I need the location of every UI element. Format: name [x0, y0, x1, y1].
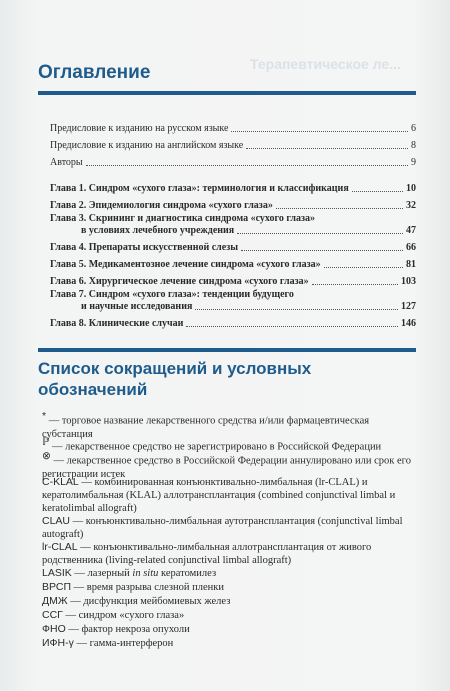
abbreviation-definition: — гамма-интерферон — [73, 638, 174, 649]
toc-chapter-label: Глава 5. Медикаментозное лечение синдрома «сухого глаза» — [50, 259, 321, 270]
abbreviation-definition: — конъюнктивально-лимбальная аллотрансплантация от живого родственника (living-related conjunctival limbal allograft) — [42, 542, 372, 566]
abbreviation-entry — [42, 623, 414, 636]
abbreviation-term: C-KLAL — [42, 476, 79, 488]
toc-entry-label: Авторы — [50, 157, 83, 168]
leader-dots — [241, 250, 403, 251]
toc-chapter-page: 32 — [406, 200, 416, 211]
abbreviation-definition: — лазерный — [71, 568, 133, 579]
toc-chapter-page: 127 — [401, 301, 416, 312]
abbreviation-term: ДМЖ — [42, 595, 68, 607]
abbreviation-term: ⊗ — [42, 450, 51, 462]
leader-dots — [324, 267, 403, 268]
toc-chapter-page: 81 — [406, 259, 416, 270]
abbreviation-definition: — лекарственное средство в Российской Федерации аннулировано или срок его регистрации истек — [42, 455, 411, 480]
toc-chapter[interactable] — [50, 318, 416, 330]
leader-dots — [312, 284, 398, 285]
toc-entry-page: 8 — [411, 140, 416, 151]
toc-entry-page: 6 — [411, 123, 416, 134]
abbreviation-definition: — конъюнктивально-лимбальная аутотрансплантация (conjunctival limbal autograft) — [42, 516, 403, 540]
toc-chapter[interactable] — [50, 183, 416, 195]
toc-chapter-page: 146 — [401, 318, 416, 329]
leader-dots — [231, 131, 408, 132]
toc-chapter-label-cont: в условиях лечебного учреждения — [81, 225, 235, 236]
toc-chapter-page: 103 — [401, 276, 416, 287]
toc-chapter-label: Глава 7. Синдром «сухого глаза»: тенденции будущего — [50, 289, 294, 300]
toc-chapter[interactable] — [50, 213, 416, 237]
abbreviation-term: ССГ — [42, 609, 63, 621]
toc-entry-page: 9 — [411, 157, 416, 168]
abbreviations-heading: Список сокращений и условных обозначений — [38, 359, 312, 399]
leader-dots — [276, 208, 403, 209]
abbreviation-term: * — [42, 410, 47, 422]
toc-entry[interactable] — [50, 123, 416, 135]
toc-chapter-label: Глава 2. Эпидемиология синдрома «сухого глаза» — [50, 200, 273, 211]
abbreviation-term: ВРСП — [42, 581, 72, 593]
abbreviation-entry — [42, 567, 414, 580]
abbreviation-entry — [42, 637, 414, 650]
abbreviation-term: ФНО — [42, 623, 66, 635]
toc-chapter-label-cont: и научные исследования — [81, 301, 193, 312]
abbreviation-term: lr-CLAL — [42, 541, 78, 553]
abbreviation-definition: — дисфункция мейбомиевых желез — [67, 596, 231, 607]
toc-chapter-label: Глава 4. Препараты искусственной слезы — [50, 242, 239, 253]
abbreviation-entry — [42, 541, 414, 567]
abbreviation-definition: — комбинированная конъюнктивально-лимбальная (lr-CLAL) и кератолимбальная (KLAL) аллотрансплантация (combined conjunctival limbal и keratolimbal allograft) — [42, 477, 396, 514]
leader-dots — [86, 165, 408, 166]
toc-chapter-label: Глава 8. Клинические случаи — [50, 318, 184, 329]
toc-chapter[interactable] — [50, 276, 416, 288]
toc-heading: Оглавление — [38, 62, 151, 83]
leader-dots — [246, 148, 408, 149]
toc-chapter-label: Глава 6. Хирургическое лечение синдрома «сухого глаза» — [50, 276, 309, 287]
abbreviation-term: LASIK — [42, 567, 72, 579]
abbreviation-term: ℙ — [42, 436, 50, 448]
abbreviation-entry — [42, 595, 414, 608]
leader-dots — [237, 233, 403, 234]
bleed-through-text: Терапевтическое ле... — [250, 56, 401, 72]
abbreviation-definition: — торговое название лекарственного средства и/или фармацевтическая субстанция — [42, 415, 370, 440]
toc-chapter-page: 66 — [406, 242, 416, 253]
abbreviation-definition: — время разрыва слезной пленки — [71, 582, 225, 593]
abbreviation-entry — [42, 609, 414, 622]
abbreviation-term: CLAU — [42, 515, 71, 527]
leader-dots — [195, 309, 398, 310]
toc-entry[interactable] — [50, 140, 416, 152]
toc-entry-label: Предисловие к изданию на английском языке — [50, 140, 244, 151]
abbreviations-top-rule — [38, 348, 416, 352]
abbreviation-definition: — лекарственное средство не зарегистрировано в Российской Федерации — [49, 441, 382, 453]
abbreviation-entry — [42, 581, 414, 594]
toc-chapter[interactable] — [50, 200, 416, 212]
toc-chapter-page: 10 — [406, 183, 416, 194]
toc-chapter[interactable] — [50, 289, 416, 313]
abbreviation-definition-italic: in situ — [132, 568, 159, 579]
toc-entry-label: Предисловие к изданию на русском языке — [50, 123, 229, 134]
toc-entry[interactable] — [50, 157, 416, 169]
toc-chapter[interactable] — [50, 259, 416, 271]
abbreviation-term: ИФН-γ — [42, 637, 74, 649]
leader-dots — [352, 191, 403, 192]
abbreviation-entry — [42, 515, 414, 541]
abbreviation-definition: — синдром «сухого глаза» — [62, 610, 185, 621]
toc-heading-rule — [38, 91, 416, 95]
toc-chapter-label: Глава 1. Синдром «сухого глаза»: терминология и классификация — [50, 183, 349, 194]
abbreviation-definition-tail: кератомилез — [158, 568, 217, 579]
toc-chapter[interactable] — [50, 242, 416, 254]
abbreviation-entry — [42, 476, 414, 515]
leader-dots — [186, 326, 398, 327]
toc-chapter-label: Глава 3. Скрининг и диагностика синдрома «сухого глаза» — [50, 213, 315, 224]
toc-chapter-page: 47 — [406, 225, 416, 236]
abbreviation-definition: — фактор некроза опухоли — [65, 624, 190, 635]
